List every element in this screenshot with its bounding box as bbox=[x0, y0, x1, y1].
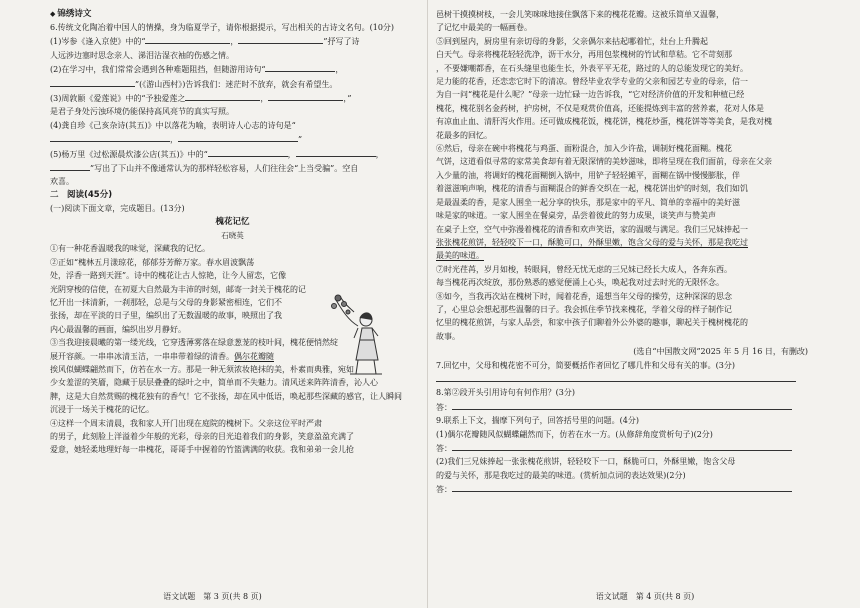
answer-blank[interactable] bbox=[238, 34, 323, 44]
reading-instruction: (一)阅读下面文章，完成题目。(13分) bbox=[50, 203, 185, 213]
q6-5-line: (5)杨万里《过松源晨炊漆公店(其五)》中的“ ， ， bbox=[50, 147, 415, 161]
para-4-end: 了记忆中最美的一幅画卷。 bbox=[436, 23, 532, 33]
question-9-2: (2)我们三兄妹捧起一张张槐花煎饼，轻轻咬下一口，酥脆可口，外酥里嫩，饱含父母 bbox=[436, 457, 736, 467]
para-4: ④这样一个周末清晨，我和家人开门出现在庭院的槐树下。父亲这位平时严肃 的男子，此刻脸上洋溢着少年般的光彩，母亲的目光追着我们的身影，笑意盈盈充满了 爱意，她轻柔地理好每一串槐花，哥哥手中握着的竹篮满满的收获。我和弟弟一会儿抢 bbox=[50, 418, 354, 455]
page-footer: 语文试题 第 4 页(共 8 页) bbox=[595, 592, 695, 601]
q9-1-answer: 答： bbox=[436, 441, 808, 455]
answer-line[interactable] bbox=[436, 372, 796, 382]
q6-1-line: (1)岑参《逢入京使》中的“ ， ”抒写了诗 bbox=[50, 34, 415, 48]
q6-4-blanks: ， ” bbox=[50, 132, 415, 146]
para-3: ③当我迎接晨曦的第一缕光线，它穿透薄雾落在绿意葱茏的枝叶间，槐花便悄然绽 展开容颜。一串串冰清玉洁，一串串带着绿的清香。偶尔花瓣随 挨风似蝴蝶翩然而下，仿若在水一方。那是一种无须浓妆艳抹的美，朴素而典雅，宛如 少女羞涩的笑靥，隐藏于层层叠叠的绿叶之中，简单而不失魅力。清风送来阵阵清香，沁人心 脾，这是大自然赏赐的槐花独有的香气！它不张扬，却在风中低语，唤起那些深藏的感官，让人瞬间 沉浸于一场关于槐花的记忆。 bbox=[50, 338, 402, 415]
answer-blank[interactable] bbox=[265, 62, 335, 72]
question-7: 7.回忆中，父母和槐花密不可分，简要概括作者回忆了哪几件和父母有关的事。(3分) bbox=[436, 360, 735, 370]
para-8: ⑧如今，当我再次站在槐树下时，闻着花香，遥想当年父母的操劳，这种深深的思念 了，心里总会想起那些温馨的日子。我会抓住季节找来槐花，学着父母的样子制作记 忆里的槐花煎饼，与家人品尝，和家中孩子们聊着外公外婆的趣事，聊起关于槐树槐花的 故事。 bbox=[436, 291, 748, 341]
question-8: 8.第②段开头引用诗句有何作用？(3分) bbox=[436, 388, 575, 398]
answer-blank[interactable] bbox=[50, 77, 135, 87]
answer-line[interactable] bbox=[452, 441, 792, 451]
answer-blank[interactable] bbox=[50, 161, 90, 171]
answer-blank[interactable] bbox=[185, 91, 260, 101]
q6-5-end: 欢喜。 bbox=[50, 177, 74, 187]
q6-2-line: (2)在学习中，我们常常会遇到各种难题阻挡，但随游用诗句“ ， bbox=[50, 62, 415, 76]
para-7: ⑦时光荏苒，岁月如梭，转眼间，曾经无忧无虑的三兄妹已经长大成人，各奔东西。 每当槐花再次绽放，那份熟悉的感觉便涌上心头，唤起我对过去时光的无限怀念。 bbox=[436, 264, 732, 288]
answer-blank[interactable] bbox=[268, 91, 343, 101]
page-divider bbox=[427, 0, 428, 608]
dotted-sentence: 张张槐花煎饼，轻轻咬下一口，酥脆可口，外酥里嫩，饱含父母的爱与关怀，那是我吃过 bbox=[436, 237, 748, 247]
q6-5-cont: ”写出了下山并不像通常认为的那样轻松容易，人们往往会“上当受骗”。空自 bbox=[50, 161, 415, 175]
q6-4-line: (4)龚自珍《己亥杂诗(其五)》中以落花为喻，表明诗人心志的诗句是“ bbox=[50, 120, 296, 130]
q6-3-cont: 是君子身处污浊环境仍能保持高风亮节的真实写照。 bbox=[50, 107, 234, 117]
underlined-phrase: 偶尔花瓣随 bbox=[234, 351, 274, 361]
para-2: ②正如“槐林五月漾琼花，郁郁芬芳醉万家。春水眉波飘荡 处，浮香一路到天涯”。诗中的槐花让古人惊艳，让今人留恋，它像 光阴穿梭的信使，在初夏大自然最为丰沛的时刻，邮寄一封关于槐花的记 忆开出一抹清新，一刹那轻，总是与父母的身影紧密相连，它们不 张扬，却在平淡的日子里，编织出了无数温暖的故事，映照出了我 内心最温馨的画面，编织出岁月静好。 bbox=[50, 257, 306, 334]
question-9-2-cont: 的爱与关怀，那是我吃过的最美的味道。(赏析加点词的表达效果)(2分) bbox=[436, 470, 686, 480]
answer-line[interactable] bbox=[452, 400, 792, 410]
answer-blank[interactable] bbox=[178, 132, 298, 142]
girl-picking-flowers-illustration bbox=[328, 290, 390, 380]
question-9-1: (1)偶尔花瓣随风似蝴蝶翩然而下，仿若在水一方。(从修辞角度赏析句子)(2分) bbox=[436, 429, 713, 439]
section-label: ◆ 锦绣诗文 bbox=[50, 9, 92, 19]
answer-blank[interactable] bbox=[145, 34, 230, 44]
page-footer: 语文试题 第 3 页(共 8 页) bbox=[163, 592, 262, 601]
q6-3-line: (3)周敦颐《爱莲说》中的“予独爱莲之 ， ，” bbox=[50, 91, 415, 105]
q8-answer: 答： bbox=[436, 400, 808, 414]
para-1: ①有一种花香温暖我的味觉，深藏我的记忆。 bbox=[50, 244, 210, 254]
answer-line[interactable] bbox=[452, 482, 792, 492]
answer-blank[interactable] bbox=[296, 147, 376, 157]
author: 石晓英 bbox=[221, 231, 244, 241]
answer-blank[interactable] bbox=[208, 147, 288, 157]
para-5: ⑤回到屋内，厨房里有亲切母的身影，父亲偶尔来拈起哪着忙，灶台上升腾起 白天气。母亲将槐花轻轻洗净，沥干水分，再用包浆槐树的竹试和草秸。它不苛刻那 ，不要嫌嘲都香，在石头缝里也能生长，外表平平无花，路过的人的总能发现它的美好。 足力能的花香，还恋恋它时下的清凉。曾经毕业农学专业的父亲和园艺专业的母亲，信一 为自一问“槐花是什么呢？”母亲一边忙碌一边告诉我，“它对经济价值的开发和种植已经 槐花，槐花别名金药树，护房树，不仅是观赏价值高，还能提炼到丰富的营养素，花对人体是 有凉血止血、清肝泻火作用。还可做成槐花饭，槐花饼，槐花炒蛋，槐花饼等等美食，是我对槐 花最多的回忆。 bbox=[436, 36, 772, 140]
left-page bbox=[0, 0, 425, 608]
para-6: ⑥然后，母亲在碗中将槐花与鸡蛋、面粉混合，加入少许盐，调制好槐花面糊。槐花 气饼，这道看似寻常的家常美食却有着无限深情的美妙滋味，即将呈现在我们面前，母亲在父亲 入少量的油，将调好的槐花面糊倒入锅中，用铲子轻轻摊平，面糊在锅中慢慢膨胀，伴 着滋滋响声响，槐花的清香与面糊混合的鲜香交织在一起，槐花饼出炉的时刻，我们如饥 是最温柔的香，是家人围坐一起分享的快乐，那是家中的平凡、简单的幸福中的美好滋 味是家的味道。一家人围坐在餐桌旁，品尝着彼此的努力成果，谈笑声与赞美声 在桌子上空，空气中弥漫着槐花的清香和欢声笑语，家的温暖与满足。我们三兄妹捧起一 张张槐花煎饼，轻轻咬下一口，酥脆可口，外酥里嫩，饱含父母的爱与关怀，那是我吃过 最美的味道。 bbox=[436, 142, 808, 263]
answer-blank[interactable] bbox=[50, 132, 170, 142]
diamond-icon: ◆ bbox=[50, 10, 56, 18]
right-page bbox=[430, 0, 860, 608]
source-note: (选自“中国散文网”2025 年 5 月 16 日，有删改) bbox=[633, 347, 808, 357]
q9-2-answer: 答： bbox=[436, 482, 808, 496]
q6-1-cont: 人远涉边塞时思念亲人、涕泪沾湿衣袖的伤感之情。 bbox=[50, 50, 234, 60]
para-4-continued: 邑树干摸摸树枝，一会儿笑咪咪地接住飘落下来的槐花花瓣。这被乐简单又温馨， bbox=[436, 10, 724, 19]
reading-header: 二 阅读(45分) bbox=[50, 189, 113, 200]
q6-intro: 6.传统文化陶冶着中国人的情操，身为临夏学子，请你根据提示，写出相关的古诗文名句。(10分) bbox=[50, 23, 395, 32]
q6-2-cont: ”(《游山西村》)告诉我们：迷茫时不放弃，就会有希望生。 bbox=[50, 77, 415, 91]
q7-answer bbox=[436, 372, 808, 386]
question-9: 9.联系上下文，揣摩下列句子，回答括号里的问题。(4分) bbox=[436, 416, 639, 426]
story-title: 槐花记忆 bbox=[215, 217, 250, 228]
